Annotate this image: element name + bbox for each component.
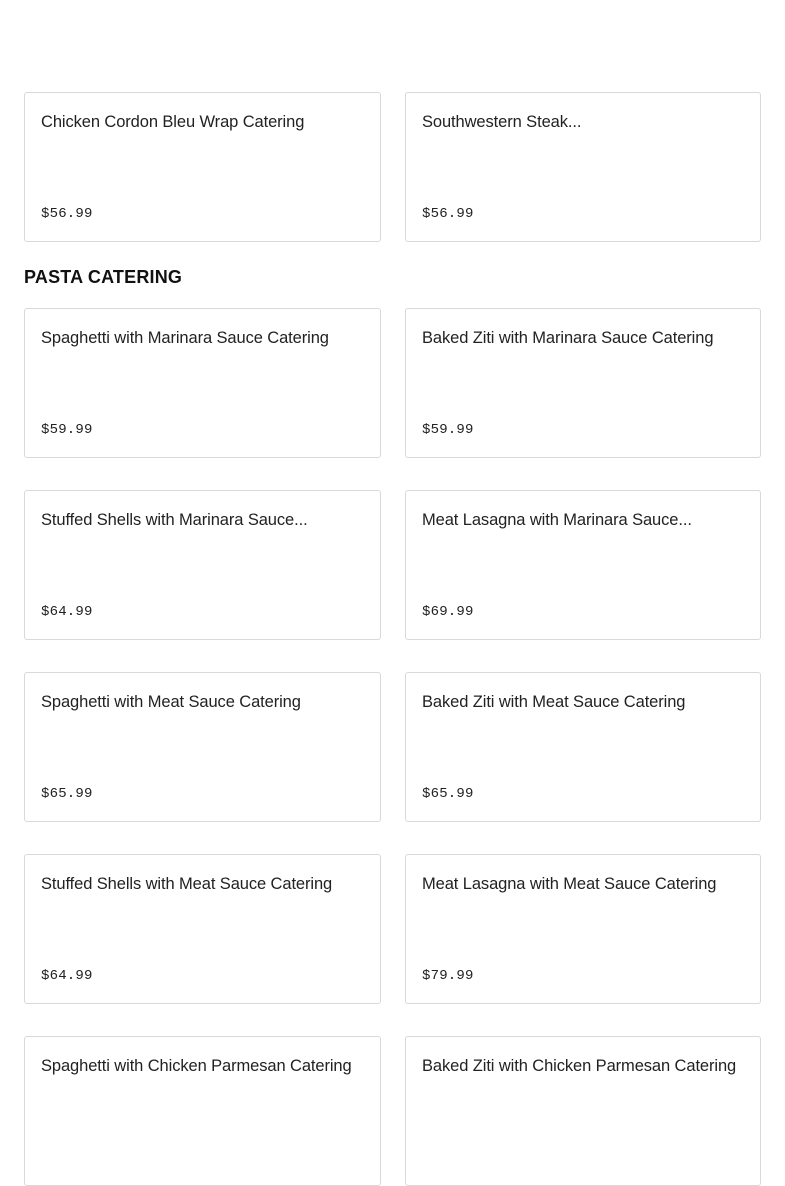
menu-item-card[interactable] — [405, 854, 761, 1004]
menu-item-card[interactable] — [405, 308, 761, 458]
menu-item-price: $64.99 — [41, 968, 93, 984]
menu-item-card[interactable] — [405, 92, 761, 242]
pasta-catering-grid — [24, 308, 761, 1186]
menu-item-title: Southwestern Steak... — [422, 113, 582, 131]
menu-item-price: $65.99 — [422, 786, 474, 802]
menu-item-price: $65.99 — [41, 786, 93, 802]
menu-item-price: $64.99 — [41, 604, 93, 620]
menu-item-title: Spaghetti with Chicken Parmesan Catering — [41, 1057, 352, 1075]
menu-item-card[interactable] — [24, 854, 381, 1004]
menu-item-title: Stuffed Shells with Meat Sauce Catering — [41, 875, 333, 893]
menu-item-card[interactable] — [24, 1036, 381, 1186]
menu-item-title: Baked Ziti with Chicken Parmesan Catering — [422, 1057, 737, 1075]
menu-item-title: Baked Ziti with Meat Sauce Catering — [422, 693, 686, 711]
menu-item-card[interactable] — [24, 92, 381, 242]
section-heading-pasta: PASTA CATERING — [24, 267, 183, 287]
menu-item-card[interactable] — [24, 490, 381, 640]
menu-item-title: Spaghetti with Meat Sauce Catering — [41, 693, 301, 711]
menu-item-price: $69.99 — [422, 604, 474, 620]
menu-item-title: Chicken Cordon Bleu Wrap Catering — [41, 113, 305, 131]
menu-item-price: $56.99 — [41, 206, 93, 222]
menu-item-price: $59.99 — [422, 422, 474, 438]
menu-item-card[interactable] — [405, 672, 761, 822]
menu-item-card[interactable] — [405, 490, 761, 640]
wrap-catering-grid — [24, 0, 761, 242]
menu-item-card[interactable] — [24, 672, 381, 822]
menu-item-price: $56.99 — [422, 206, 474, 222]
menu-item-title: Meat Lasagna with Meat Sauce Catering — [422, 875, 717, 893]
menu-item-title: Baked Ziti with Marinara Sauce Catering — [422, 329, 714, 347]
menu-item-card[interactable] — [405, 1036, 761, 1186]
menu-item-title: Stuffed Shells with Marinara Sauce... — [41, 511, 308, 529]
menu-item-price: $79.99 — [422, 968, 474, 984]
menu-item-title: Spaghetti with Marinara Sauce Catering — [41, 329, 329, 347]
menu-item-title: Meat Lasagna with Marinara Sauce... — [422, 511, 692, 529]
menu-item-card[interactable] — [24, 308, 381, 458]
menu-item-price: $59.99 — [41, 422, 93, 438]
